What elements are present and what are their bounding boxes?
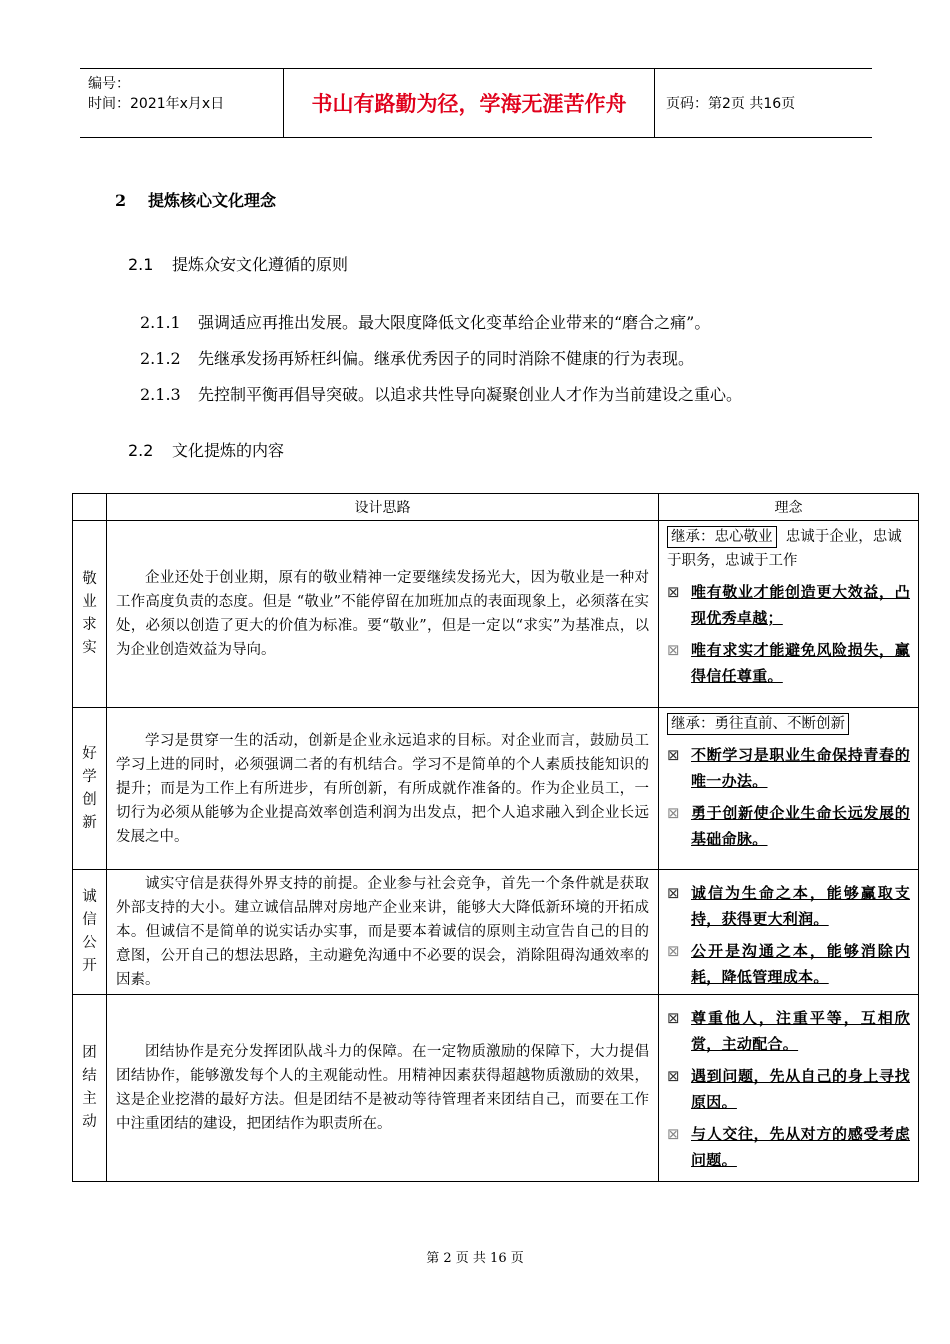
label-char: 主: [82, 1091, 97, 1107]
inherit-tail: 忠诚于企业，忠诚于职务，忠诚于工作: [667, 529, 902, 569]
idea-text: 勇于创新使企业生命长远发展的基础命脉。: [691, 804, 910, 848]
subsection-title: 提炼众安文化遵循的原则: [172, 255, 349, 274]
principle-number: 2.1.1: [140, 313, 181, 332]
subsection-number: 2.1: [128, 255, 154, 274]
row-description: [107, 870, 659, 995]
label-char: 动: [82, 1114, 97, 1130]
idea-text: 尊重他人，注重平等，互相欣赏，主动配合。: [691, 1009, 910, 1053]
table-header-row: [73, 494, 919, 521]
inherit-line: [667, 712, 910, 736]
idea-item: [667, 637, 910, 689]
label-char: 学: [82, 768, 97, 785]
description-text: 企业还处于创业期，原有的敬业精神一定要继续发扬光大，因为敬业是一种对工作高度负责的态度。但是 “敬业”不能停留在加班加点的表面现象上，必须落在实处，必须以创造了更大的价值为标准。要“敬业”，但是一定以“求实”为基准点，以为企业创造效益为导向。: [116, 570, 649, 658]
subsection-heading-1: [128, 252, 348, 275]
idea-item: [667, 938, 910, 990]
principle-text: 强调适应再推出发展。最大限度降低文化变革给企业带来的“磨合之痛”。: [198, 313, 711, 332]
table-header-idea: 理念: [659, 494, 919, 521]
table-header-design: 设计思路: [107, 494, 659, 521]
label-char: 业: [82, 594, 97, 610]
table-row: [73, 995, 919, 1182]
row-description: [107, 521, 659, 708]
idea-item: [667, 1121, 910, 1173]
label-char: 信: [82, 912, 97, 928]
envelope-icon: ⊠: [667, 746, 680, 764]
envelope-icon: ⊠: [667, 583, 680, 601]
header-meta: [80, 69, 284, 137]
subsection-heading-2: [128, 438, 284, 461]
description-text: 诚实守信是获得外界支持的前提。企业参与社会竞争，首先一个条件就是获取外部支持的大小。建立诚信品牌对房地产企业来讲，能够大大降低新环境的开拓成本。但诚信不是简单的说实话办实事，而是要本着诚信的原则主动宣告自己的目的意图，公开自己的想法思路，主动避免沟通中不必要的误会，消除阻碍沟通效率的因素。: [116, 876, 649, 988]
principle-item: [140, 310, 710, 333]
inherit-line: [667, 525, 910, 573]
subsection-number: 2.2: [128, 441, 154, 460]
envelope-icon: ⊠: [667, 884, 680, 902]
row-label: [73, 995, 107, 1182]
idea-item: [667, 742, 910, 794]
row-description: [107, 995, 659, 1182]
principle-number: 2.1.3: [140, 385, 181, 404]
culture-table: [72, 493, 919, 1182]
principle-text: 先继承发扬再矫枉纠偏。继承优秀因子的同时消除不健康的行为表现。: [198, 349, 695, 368]
label-char: 结: [82, 1068, 97, 1084]
description-text: 学习是贯穿一生的活动，创新是企业永远追求的目标。对企业而言，鼓励员工学习上进的同时，必须强调二者的有机结合。学习不是简单的个人素质技能知识的提升；而是为工作上有所进步，有所创新，有所成就作准备的。作为企业员工，一切行为必须从能够为企业提高效率创造利润为出发点，把个人追求融入到企业长远发展之中。: [116, 732, 649, 845]
section-heading: [115, 188, 276, 211]
label-char: 新: [82, 814, 97, 831]
page-footer: 第 2 页 共 16 页: [426, 1251, 524, 1266]
label-char: 求: [82, 617, 97, 633]
section-title: 提炼核心文化理念: [148, 191, 277, 210]
row-description: [107, 708, 659, 870]
table-row: [73, 708, 919, 870]
idea-item: [667, 800, 910, 852]
principle-number: 2.1.2: [140, 349, 181, 368]
date-label: 时间：2021年x月x日: [88, 96, 225, 112]
row-ideas: [659, 995, 919, 1182]
row-label: [73, 870, 107, 995]
idea-text: 不断学习是职业生命保持青春的唯一办法。: [691, 746, 910, 790]
label-char: 敬: [82, 571, 97, 587]
envelope-icon: ⊠: [667, 942, 680, 960]
inherit-box: 继承：勇往直前、不断创新: [667, 713, 849, 735]
envelope-icon: ⊠: [667, 1009, 680, 1027]
description-text: 团结协作是充分发挥团队战斗力的保障。在一定物质激励的保障下，大力提倡团结协作，能够激发每个人的主观能动性。用精神因素获得超越物质激励的效果，这是企业挖潜的最好方法。但是团结不是被动等待管理者来团结自己，而要在工作中注重团结的建设，把团结作为职责所在。: [116, 1044, 649, 1132]
envelope-icon: ⊠: [667, 1067, 680, 1085]
idea-item: [667, 1063, 910, 1115]
subsection-title: 文化提炼的内容: [172, 441, 285, 460]
row-label: [73, 521, 107, 708]
idea-text: 唯有敬业才能创造更大效益，凸现优秀卓越；: [691, 583, 910, 627]
principle-item: [140, 382, 742, 405]
label-char: 好: [82, 745, 97, 762]
principle-text: 先控制平衡再倡导突破。以追求共性导向凝聚创业人才作为当前建设之重心。: [198, 385, 743, 404]
principle-item: [140, 346, 694, 369]
code-label: 编号：: [88, 76, 130, 92]
inherit-box: 继承：忠心敬业: [667, 526, 777, 548]
table-header-blank: [73, 494, 107, 521]
label-char: 实: [82, 640, 97, 656]
label-char: 公: [82, 935, 97, 951]
header-page-info: 页码：第2页 共16页: [666, 96, 796, 112]
header-motto: 书山有路勤为径，学海无涯苦作舟: [284, 69, 655, 137]
envelope-icon: ⊠: [667, 804, 680, 822]
row-ideas: [659, 708, 919, 870]
envelope-icon: ⊠: [667, 641, 680, 659]
row-ideas: [659, 521, 919, 708]
label-char: 诚: [82, 889, 97, 905]
row-ideas: [659, 870, 919, 995]
label-char: 开: [82, 958, 97, 974]
label-char: 团: [82, 1045, 97, 1061]
envelope-icon: ⊠: [667, 1125, 680, 1143]
table-row: [73, 521, 919, 708]
idea-item: [667, 1005, 910, 1057]
table-row: [73, 870, 919, 995]
page-header: [80, 68, 872, 138]
idea-text: 唯有求实才能避免风险损失，赢得信任尊重。: [691, 641, 910, 685]
idea-text: 公开是沟通之本，能够消除内耗，降低管理成本。: [691, 942, 910, 986]
label-char: 创: [82, 791, 97, 808]
idea-item: [667, 579, 910, 631]
section-number: 2: [115, 191, 127, 210]
idea-text: 诚信为生命之本，能够赢取支持，获得更大利润。: [691, 884, 910, 928]
idea-item: [667, 880, 910, 932]
idea-text: 遇到问题，先从自己的身上寻找原因。: [691, 1067, 910, 1111]
row-label: [73, 708, 107, 870]
idea-text: 与人交往，先从对方的感受考虑问题。: [691, 1125, 910, 1169]
